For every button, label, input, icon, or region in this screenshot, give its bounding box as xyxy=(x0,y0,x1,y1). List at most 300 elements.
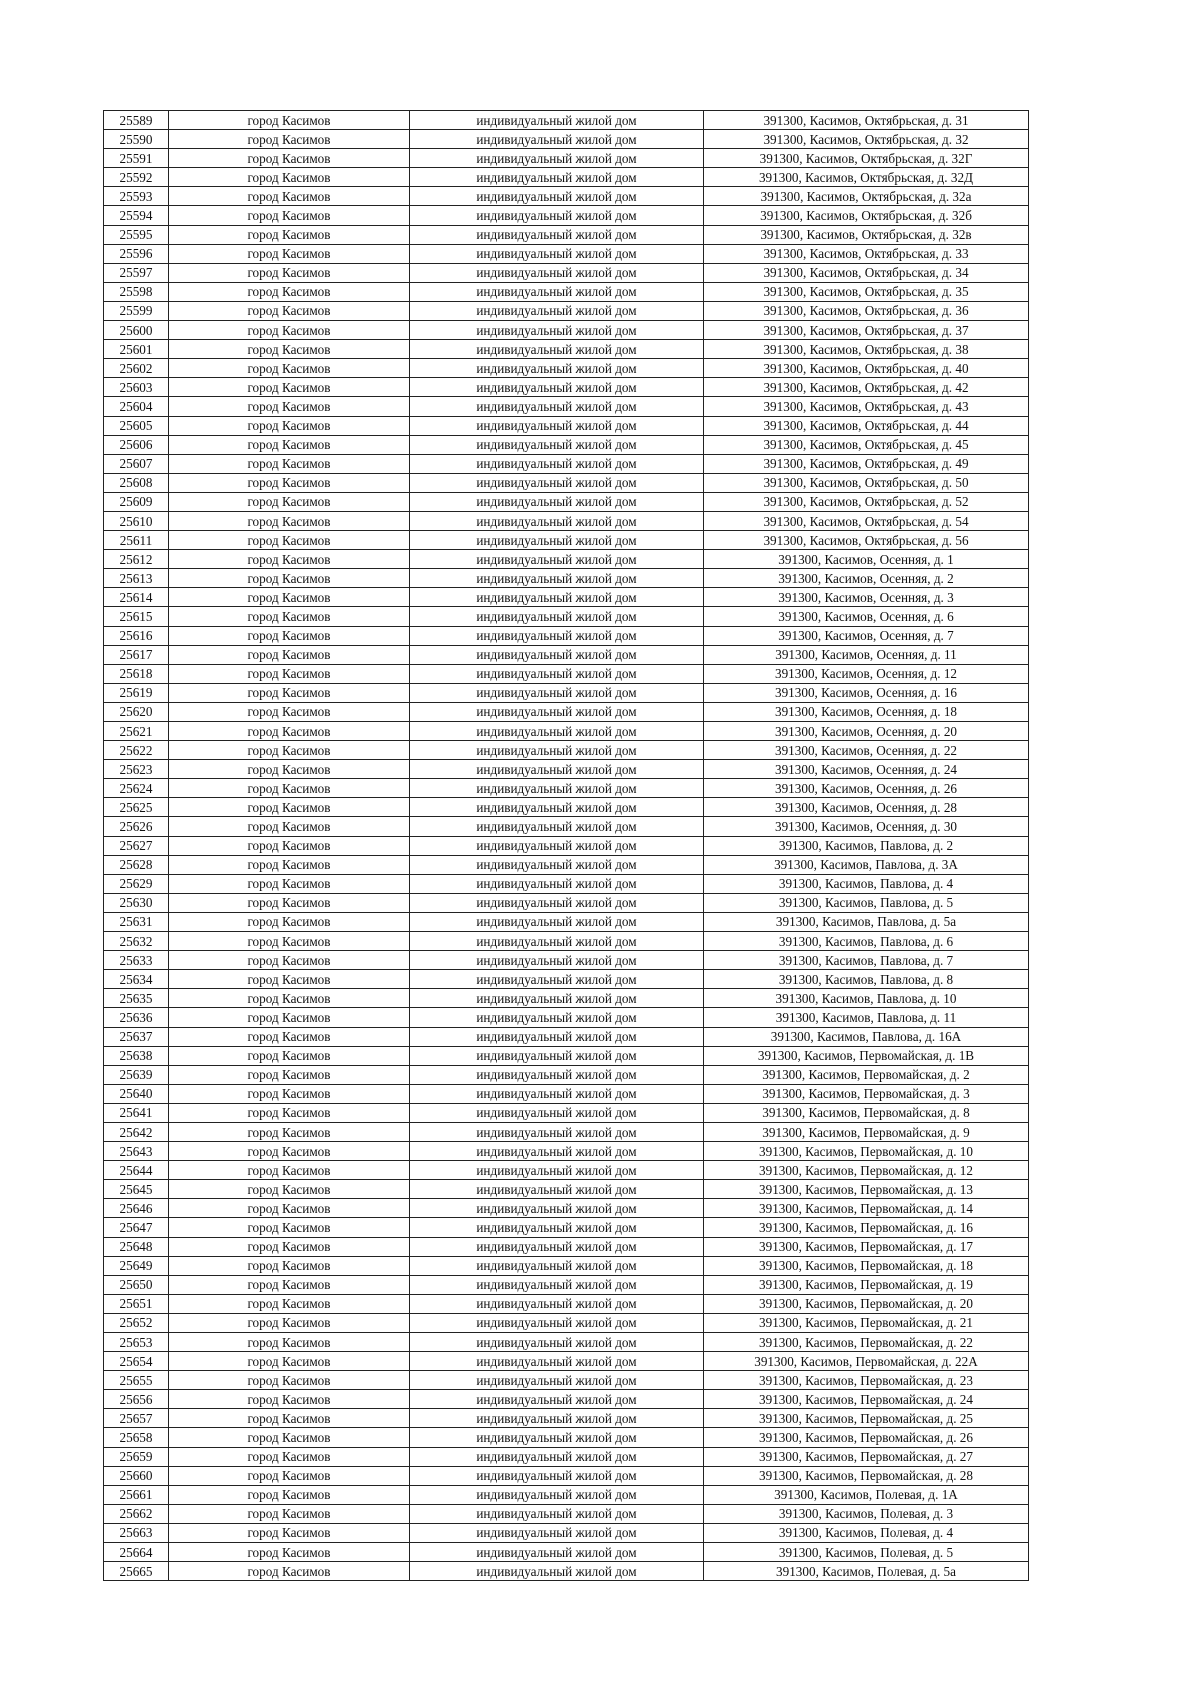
building-type-cell: индивидуальный жилой дом xyxy=(410,1065,704,1084)
building-type-cell: индивидуальный жилой дом xyxy=(410,683,704,702)
building-type-cell: индивидуальный жилой дом xyxy=(410,989,704,1008)
address-cell: 391300, Касимов, Павлова, д. 16А xyxy=(704,1027,1029,1046)
locality-cell: город Касимов xyxy=(169,359,410,378)
table-row xyxy=(104,1466,1029,1485)
table-row xyxy=(104,225,1029,244)
building-type-cell: индивидуальный жилой дом xyxy=(410,607,704,626)
table-row xyxy=(104,1161,1029,1180)
building-type-cell: индивидуальный жилой дом xyxy=(410,1504,704,1523)
locality-cell: город Касимов xyxy=(169,1485,410,1504)
table-row xyxy=(104,1084,1029,1103)
address-cell: 391300, Касимов, Октябрьская, д. 43 xyxy=(704,397,1029,416)
table-row xyxy=(104,550,1029,569)
address-cell: 391300, Касимов, Октябрьская, д. 49 xyxy=(704,454,1029,473)
locality-cell: город Касимов xyxy=(169,1409,410,1428)
row-number-cell: 25650 xyxy=(104,1275,169,1294)
table-row xyxy=(104,492,1029,511)
building-type-cell: индивидуальный жилой дом xyxy=(410,168,704,187)
locality-cell: город Касимов xyxy=(169,932,410,951)
address-cell: 391300, Касимов, Первомайская, д. 17 xyxy=(704,1237,1029,1256)
row-number-cell: 25597 xyxy=(104,263,169,282)
locality-cell: город Касимов xyxy=(169,301,410,320)
locality-cell: город Касимов xyxy=(169,1371,410,1390)
table-row xyxy=(104,626,1029,645)
table-row xyxy=(104,1333,1029,1352)
address-cell: 391300, Касимов, Первомайская, д. 28 xyxy=(704,1466,1029,1485)
address-cell: 391300, Касимов, Первомайская, д. 22 xyxy=(704,1333,1029,1352)
locality-cell: город Касимов xyxy=(169,130,410,149)
row-number-cell: 25630 xyxy=(104,893,169,912)
locality-cell: город Касимов xyxy=(169,206,410,225)
locality-cell: город Касимов xyxy=(169,263,410,282)
building-type-cell: индивидуальный жилой дом xyxy=(410,454,704,473)
row-number-cell: 25634 xyxy=(104,970,169,989)
building-type-cell: индивидуальный жилой дом xyxy=(410,1562,704,1581)
row-number-cell: 25601 xyxy=(104,340,169,359)
locality-cell: город Касимов xyxy=(169,1065,410,1084)
address-cell: 391300, Касимов, Первомайская, д. 12 xyxy=(704,1161,1029,1180)
building-type-cell: индивидуальный жилой дом xyxy=(410,645,704,664)
table-row xyxy=(104,1352,1029,1371)
address-cell: 391300, Касимов, Осенняя, д. 11 xyxy=(704,645,1029,664)
locality-cell: город Касимов xyxy=(169,1294,410,1313)
building-type-cell: индивидуальный жилой дом xyxy=(410,550,704,569)
locality-cell: город Касимов xyxy=(169,645,410,664)
building-type-cell: индивидуальный жилой дом xyxy=(410,1313,704,1332)
building-type-cell: индивидуальный жилой дом xyxy=(410,321,704,340)
row-number-cell: 25616 xyxy=(104,626,169,645)
table-row xyxy=(104,1027,1029,1046)
table-row xyxy=(104,683,1029,702)
table-row xyxy=(104,244,1029,263)
locality-cell: город Касимов xyxy=(169,683,410,702)
building-type-cell: индивидуальный жилой дом xyxy=(410,702,704,721)
locality-cell: город Касимов xyxy=(169,1027,410,1046)
table-row xyxy=(104,340,1029,359)
row-number-cell: 25609 xyxy=(104,492,169,511)
locality-cell: город Касимов xyxy=(169,1352,410,1371)
locality-cell: город Касимов xyxy=(169,569,410,588)
address-cell: 391300, Касимов, Осенняя, д. 16 xyxy=(704,683,1029,702)
locality-cell: город Касимов xyxy=(169,340,410,359)
table-row xyxy=(104,932,1029,951)
address-cell: 391300, Касимов, Первомайская, д. 9 xyxy=(704,1122,1029,1141)
building-type-cell: индивидуальный жилой дом xyxy=(410,1103,704,1122)
building-type-cell: индивидуальный жилой дом xyxy=(410,741,704,760)
table-row xyxy=(104,511,1029,530)
locality-cell: город Касимов xyxy=(169,1466,410,1485)
locality-cell: город Касимов xyxy=(169,588,410,607)
address-cell: 391300, Касимов, Первомайская, д. 25 xyxy=(704,1409,1029,1428)
address-cell: 391300, Касимов, Осенняя, д. 22 xyxy=(704,741,1029,760)
table-row xyxy=(104,397,1029,416)
table-row xyxy=(104,473,1029,492)
table-row xyxy=(104,1485,1029,1504)
address-cell: 391300, Касимов, Осенняя, д. 20 xyxy=(704,722,1029,741)
building-type-cell: индивидуальный жилой дом xyxy=(410,301,704,320)
building-type-cell: индивидуальный жилой дом xyxy=(410,1084,704,1103)
table-row xyxy=(104,1504,1029,1523)
building-type-cell: индивидуальный жилой дом xyxy=(410,569,704,588)
table-row xyxy=(104,855,1029,874)
address-cell: 391300, Касимов, Первомайская, д. 23 xyxy=(704,1371,1029,1390)
locality-cell: город Касимов xyxy=(169,702,410,721)
row-number-cell: 25663 xyxy=(104,1523,169,1542)
table-row xyxy=(104,263,1029,282)
table-row xyxy=(104,970,1029,989)
address-cell: 391300, Касимов, Осенняя, д. 24 xyxy=(704,760,1029,779)
row-number-cell: 25590 xyxy=(104,130,169,149)
building-type-cell: индивидуальный жилой дом xyxy=(410,225,704,244)
building-type-cell: индивидуальный жилой дом xyxy=(410,359,704,378)
row-number-cell: 25600 xyxy=(104,321,169,340)
locality-cell: город Касимов xyxy=(169,187,410,206)
table-row xyxy=(104,989,1029,1008)
row-number-cell: 25618 xyxy=(104,664,169,683)
building-type-cell: индивидуальный жилой дом xyxy=(410,511,704,530)
building-type-cell: индивидуальный жилой дом xyxy=(410,206,704,225)
address-cell: 391300, Касимов, Осенняя, д. 12 xyxy=(704,664,1029,683)
row-number-cell: 25636 xyxy=(104,1008,169,1027)
address-cell: 391300, Касимов, Первомайская, д. 1В xyxy=(704,1046,1029,1065)
table-row xyxy=(104,1409,1029,1428)
building-type-cell: индивидуальный жилой дом xyxy=(410,1466,704,1485)
building-type-cell: индивидуальный жилой дом xyxy=(410,492,704,511)
building-type-cell: индивидуальный жилой дом xyxy=(410,970,704,989)
locality-cell: город Касимов xyxy=(169,1543,410,1562)
building-type-cell: индивидуальный жилой дом xyxy=(410,473,704,492)
table-row xyxy=(104,1142,1029,1161)
row-number-cell: 25617 xyxy=(104,645,169,664)
table-row xyxy=(104,321,1029,340)
address-cell: 391300, Касимов, Октябрьская, д. 45 xyxy=(704,435,1029,454)
building-type-cell: индивидуальный жилой дом xyxy=(410,149,704,168)
row-number-cell: 25592 xyxy=(104,168,169,187)
table-row xyxy=(104,1199,1029,1218)
address-cell: 391300, Касимов, Октябрьская, д. 31 xyxy=(704,111,1029,130)
table-row xyxy=(104,1008,1029,1027)
building-type-cell: индивидуальный жилой дом xyxy=(410,1409,704,1428)
row-number-cell: 25649 xyxy=(104,1256,169,1275)
address-cell: 391300, Касимов, Октябрьская, д. 32а xyxy=(704,187,1029,206)
address-cell: 391300, Касимов, Октябрьская, д. 32Д xyxy=(704,168,1029,187)
building-type-cell: индивидуальный жилой дом xyxy=(410,187,704,206)
table-row xyxy=(104,1237,1029,1256)
table-row xyxy=(104,1103,1029,1122)
row-number-cell: 25607 xyxy=(104,454,169,473)
address-cell: 391300, Касимов, Октябрьская, д. 50 xyxy=(704,473,1029,492)
building-type-cell: индивидуальный жилой дом xyxy=(410,1294,704,1313)
row-number-cell: 25643 xyxy=(104,1142,169,1161)
row-number-cell: 25644 xyxy=(104,1161,169,1180)
locality-cell: город Касимов xyxy=(169,1313,410,1332)
address-cell: 391300, Касимов, Первомайская, д. 18 xyxy=(704,1256,1029,1275)
locality-cell: город Касимов xyxy=(169,225,410,244)
address-cell: 391300, Касимов, Павлова, д. 11 xyxy=(704,1008,1029,1027)
row-number-cell: 25603 xyxy=(104,378,169,397)
row-number-cell: 25624 xyxy=(104,779,169,798)
locality-cell: город Касимов xyxy=(169,1447,410,1466)
row-number-cell: 25642 xyxy=(104,1122,169,1141)
building-type-cell: индивидуальный жилой дом xyxy=(410,1027,704,1046)
address-cell: 391300, Касимов, Осенняя, д. 26 xyxy=(704,779,1029,798)
address-cell: 391300, Касимов, Первомайская, д. 10 xyxy=(704,1142,1029,1161)
row-number-cell: 25611 xyxy=(104,531,169,550)
address-cell: 391300, Касимов, Первомайская, д. 26 xyxy=(704,1428,1029,1447)
address-cell: 391300, Касимов, Первомайская, д. 3 xyxy=(704,1084,1029,1103)
table-row xyxy=(104,1256,1029,1275)
address-cell: 391300, Касимов, Первомайская, д. 22А xyxy=(704,1352,1029,1371)
building-type-cell: индивидуальный жилой дом xyxy=(410,1237,704,1256)
building-type-cell: индивидуальный жилой дом xyxy=(410,1428,704,1447)
row-number-cell: 25641 xyxy=(104,1103,169,1122)
building-type-cell: индивидуальный жилой дом xyxy=(410,1199,704,1218)
table-row xyxy=(104,607,1029,626)
locality-cell: город Касимов xyxy=(169,111,410,130)
building-type-cell: индивидуальный жилой дом xyxy=(410,416,704,435)
table-body xyxy=(104,111,1029,1581)
row-number-cell: 25629 xyxy=(104,874,169,893)
row-number-cell: 25651 xyxy=(104,1294,169,1313)
row-number-cell: 25615 xyxy=(104,607,169,626)
table-row xyxy=(104,893,1029,912)
address-cell: 391300, Касимов, Полевая, д. 5а xyxy=(704,1562,1029,1581)
locality-cell: город Касимов xyxy=(169,1390,410,1409)
address-cell: 391300, Касимов, Осенняя, д. 3 xyxy=(704,588,1029,607)
row-number-cell: 25658 xyxy=(104,1428,169,1447)
table-row xyxy=(104,187,1029,206)
table-row xyxy=(104,531,1029,550)
address-cell: 391300, Касимов, Октябрьская, д. 34 xyxy=(704,263,1029,282)
building-type-cell: индивидуальный жилой дом xyxy=(410,1046,704,1065)
locality-cell: город Касимов xyxy=(169,168,410,187)
locality-cell: город Касимов xyxy=(169,741,410,760)
row-number-cell: 25591 xyxy=(104,149,169,168)
building-type-cell: индивидуальный жилой дом xyxy=(410,1256,704,1275)
row-number-cell: 25660 xyxy=(104,1466,169,1485)
locality-cell: город Касимов xyxy=(169,244,410,263)
address-cell: 391300, Касимов, Осенняя, д. 7 xyxy=(704,626,1029,645)
building-type-cell: индивидуальный жилой дом xyxy=(410,435,704,454)
building-type-cell: индивидуальный жилой дом xyxy=(410,244,704,263)
address-cell: 391300, Касимов, Октябрьская, д. 42 xyxy=(704,378,1029,397)
locality-cell: город Касимов xyxy=(169,607,410,626)
table-row xyxy=(104,359,1029,378)
locality-cell: город Касимов xyxy=(169,722,410,741)
address-cell: 391300, Касимов, Октябрьская, д. 36 xyxy=(704,301,1029,320)
building-type-cell: индивидуальный жилой дом xyxy=(410,282,704,301)
locality-cell: город Касимов xyxy=(169,1218,410,1237)
building-type-cell: индивидуальный жилой дом xyxy=(410,760,704,779)
row-number-cell: 25589 xyxy=(104,111,169,130)
locality-cell: город Касимов xyxy=(169,149,410,168)
address-cell: 391300, Касимов, Октябрьская, д. 33 xyxy=(704,244,1029,263)
address-cell: 391300, Касимов, Осенняя, д. 30 xyxy=(704,817,1029,836)
locality-cell: город Касимов xyxy=(169,492,410,511)
locality-cell: город Касимов xyxy=(169,1562,410,1581)
row-number-cell: 25625 xyxy=(104,798,169,817)
locality-cell: город Касимов xyxy=(169,1504,410,1523)
address-cell: 391300, Касимов, Павлова, д. 4 xyxy=(704,874,1029,893)
address-cell: 391300, Касимов, Октябрьская, д. 32Г xyxy=(704,149,1029,168)
building-type-cell: индивидуальный жилой дом xyxy=(410,263,704,282)
row-number-cell: 25613 xyxy=(104,569,169,588)
table-row xyxy=(104,741,1029,760)
building-type-cell: индивидуальный жилой дом xyxy=(410,1161,704,1180)
table-row xyxy=(104,569,1029,588)
building-type-cell: индивидуальный жилой дом xyxy=(410,1142,704,1161)
row-number-cell: 25639 xyxy=(104,1065,169,1084)
address-cell: 391300, Касимов, Октябрьская, д. 35 xyxy=(704,282,1029,301)
table-row xyxy=(104,645,1029,664)
row-number-cell: 25605 xyxy=(104,416,169,435)
address-cell: 391300, Касимов, Полевая, д. 4 xyxy=(704,1523,1029,1542)
address-cell: 391300, Касимов, Павлова, д. 10 xyxy=(704,989,1029,1008)
table-row xyxy=(104,1523,1029,1542)
row-number-cell: 25662 xyxy=(104,1504,169,1523)
row-number-cell: 25626 xyxy=(104,817,169,836)
building-type-cell: индивидуальный жилой дом xyxy=(410,722,704,741)
table-row xyxy=(104,1065,1029,1084)
building-type-cell: индивидуальный жилой дом xyxy=(410,531,704,550)
address-cell: 391300, Касимов, Осенняя, д. 28 xyxy=(704,798,1029,817)
row-number-cell: 25665 xyxy=(104,1562,169,1581)
table-row xyxy=(104,1294,1029,1313)
address-cell: 391300, Касимов, Павлова, д. 5 xyxy=(704,893,1029,912)
row-number-cell: 25610 xyxy=(104,511,169,530)
address-cell: 391300, Касимов, Первомайская, д. 27 xyxy=(704,1447,1029,1466)
building-type-cell: индивидуальный жилой дом xyxy=(410,874,704,893)
address-cell: 391300, Касимов, Павлова, д. 7 xyxy=(704,951,1029,970)
address-cell: 391300, Касимов, Павлова, д. 8 xyxy=(704,970,1029,989)
locality-cell: город Касимов xyxy=(169,970,410,989)
table-row xyxy=(104,912,1029,931)
building-type-cell: индивидуальный жилой дом xyxy=(410,1523,704,1542)
address-cell: 391300, Касимов, Октябрьская, д. 32 xyxy=(704,130,1029,149)
locality-cell: город Касимов xyxy=(169,1275,410,1294)
table-row xyxy=(104,874,1029,893)
locality-cell: город Касимов xyxy=(169,550,410,569)
locality-cell: город Касимов xyxy=(169,951,410,970)
building-type-cell: индивидуальный жилой дом xyxy=(410,1447,704,1466)
locality-cell: город Касимов xyxy=(169,1237,410,1256)
row-number-cell: 25653 xyxy=(104,1333,169,1352)
table-row xyxy=(104,435,1029,454)
row-number-cell: 25664 xyxy=(104,1543,169,1562)
building-type-cell: индивидуальный жилой дом xyxy=(410,664,704,683)
address-cell: 391300, Касимов, Первомайская, д. 24 xyxy=(704,1390,1029,1409)
locality-cell: город Касимов xyxy=(169,282,410,301)
table-row xyxy=(104,1122,1029,1141)
table-row xyxy=(104,149,1029,168)
table-row xyxy=(104,301,1029,320)
table-row xyxy=(104,1180,1029,1199)
table-row xyxy=(104,588,1029,607)
row-number-cell: 25593 xyxy=(104,187,169,206)
building-type-cell: индивидуальный жилой дом xyxy=(410,397,704,416)
building-type-cell: индивидуальный жилой дом xyxy=(410,951,704,970)
table-row xyxy=(104,1562,1029,1581)
table-row xyxy=(104,817,1029,836)
table-row xyxy=(104,1218,1029,1237)
row-number-cell: 25594 xyxy=(104,206,169,225)
building-type-cell: индивидуальный жилой дом xyxy=(410,1352,704,1371)
table-row xyxy=(104,130,1029,149)
locality-cell: город Касимов xyxy=(169,416,410,435)
locality-cell: город Касимов xyxy=(169,1008,410,1027)
table-row xyxy=(104,168,1029,187)
row-number-cell: 25619 xyxy=(104,683,169,702)
address-cell: 391300, Касимов, Первомайская, д. 13 xyxy=(704,1180,1029,1199)
building-type-cell: индивидуальный жилой дом xyxy=(410,340,704,359)
table-row xyxy=(104,454,1029,473)
row-number-cell: 25612 xyxy=(104,550,169,569)
row-number-cell: 25614 xyxy=(104,588,169,607)
address-cell: 391300, Касимов, Октябрьская, д. 32б xyxy=(704,206,1029,225)
locality-cell: город Касимов xyxy=(169,817,410,836)
address-cell: 391300, Касимов, Полевая, д. 5 xyxy=(704,1543,1029,1562)
locality-cell: город Касимов xyxy=(169,989,410,1008)
address-cell: 391300, Касимов, Октябрьская, д. 52 xyxy=(704,492,1029,511)
address-cell: 391300, Касимов, Полевая, д. 1А xyxy=(704,1485,1029,1504)
building-type-cell: индивидуальный жилой дом xyxy=(410,779,704,798)
table-row xyxy=(104,1428,1029,1447)
address-cell: 391300, Касимов, Первомайская, д. 2 xyxy=(704,1065,1029,1084)
building-type-cell: индивидуальный жилой дом xyxy=(410,912,704,931)
address-cell: 391300, Касимов, Первомайская, д. 16 xyxy=(704,1218,1029,1237)
row-number-cell: 25599 xyxy=(104,301,169,320)
row-number-cell: 25657 xyxy=(104,1409,169,1428)
table-row xyxy=(104,779,1029,798)
row-number-cell: 25632 xyxy=(104,932,169,951)
table-row xyxy=(104,1447,1029,1466)
table-row xyxy=(104,282,1029,301)
address-cell: 391300, Касимов, Осенняя, д. 1 xyxy=(704,550,1029,569)
locality-cell: город Касимов xyxy=(169,1256,410,1275)
address-cell: 391300, Касимов, Осенняя, д. 18 xyxy=(704,702,1029,721)
building-type-cell: индивидуальный жилой дом xyxy=(410,130,704,149)
table-row xyxy=(104,378,1029,397)
address-cell: 391300, Касимов, Октябрьская, д. 37 xyxy=(704,321,1029,340)
locality-cell: город Касимов xyxy=(169,855,410,874)
address-cell: 391300, Касимов, Полевая, д. 3 xyxy=(704,1504,1029,1523)
building-type-cell: индивидуальный жилой дом xyxy=(410,1122,704,1141)
table-row xyxy=(104,951,1029,970)
address-cell: 391300, Касимов, Первомайская, д. 20 xyxy=(704,1294,1029,1313)
building-type-cell: индивидуальный жилой дом xyxy=(410,1180,704,1199)
table-row xyxy=(104,1371,1029,1390)
locality-cell: город Касимов xyxy=(169,454,410,473)
table-row xyxy=(104,206,1029,225)
row-number-cell: 25637 xyxy=(104,1027,169,1046)
row-number-cell: 25655 xyxy=(104,1371,169,1390)
building-type-cell: индивидуальный жилой дом xyxy=(410,893,704,912)
locality-cell: город Касимов xyxy=(169,912,410,931)
address-cell: 391300, Касимов, Октябрьская, д. 32в xyxy=(704,225,1029,244)
table-row xyxy=(104,664,1029,683)
locality-cell: город Касимов xyxy=(169,760,410,779)
address-cell: 391300, Касимов, Павлова, д. 6 xyxy=(704,932,1029,951)
row-number-cell: 25659 xyxy=(104,1447,169,1466)
locality-cell: город Касимов xyxy=(169,1103,410,1122)
locality-cell: город Касимов xyxy=(169,531,410,550)
building-type-cell: индивидуальный жилой дом xyxy=(410,1008,704,1027)
table-row xyxy=(104,111,1029,130)
building-type-cell: индивидуальный жилой дом xyxy=(410,1333,704,1352)
row-number-cell: 25621 xyxy=(104,722,169,741)
building-type-cell: индивидуальный жилой дом xyxy=(410,111,704,130)
row-number-cell: 25627 xyxy=(104,836,169,855)
